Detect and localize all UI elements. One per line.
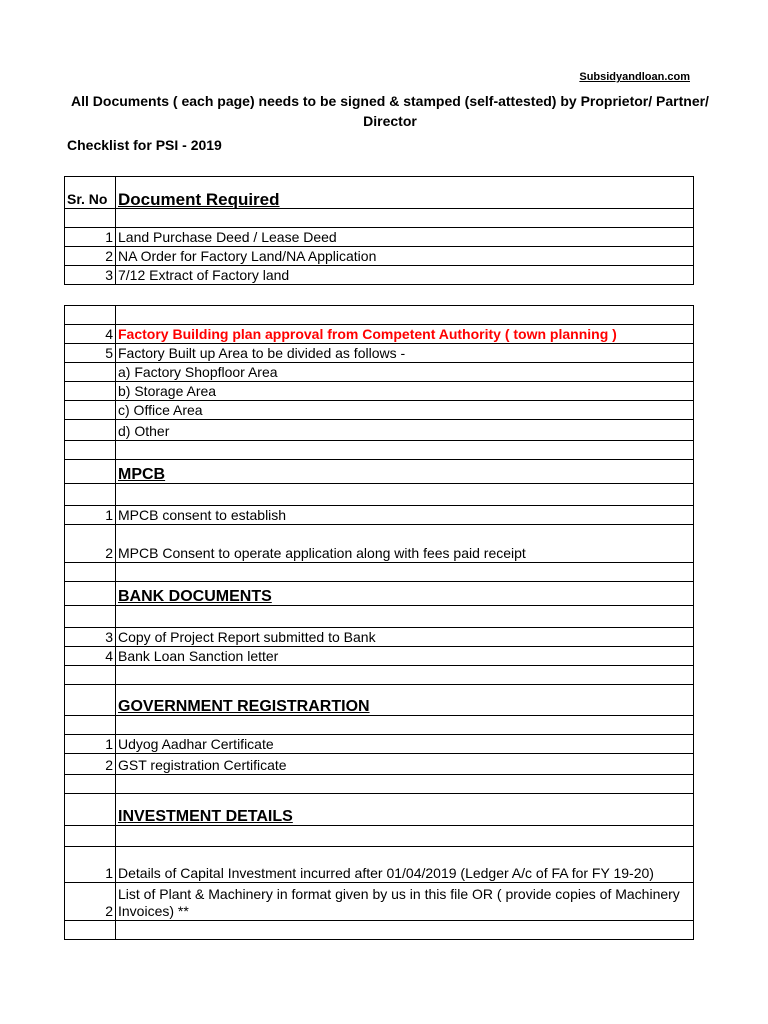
table-row bbox=[65, 716, 694, 735]
row-text: List of Plant & Machinery in format given by us in this file OR ( provide copies of Machinery Invoices) ** bbox=[116, 883, 694, 921]
row-text bbox=[116, 306, 694, 325]
section-heading-mpcb: MPCB bbox=[116, 460, 694, 484]
row-sr: 3 bbox=[65, 266, 116, 285]
row-sr bbox=[65, 420, 116, 441]
table-row bbox=[65, 344, 694, 363]
row-text: Udyog Aadhar Certificate bbox=[116, 735, 694, 754]
row-sr bbox=[65, 484, 116, 506]
table-row bbox=[65, 754, 694, 775]
section-heading-investment: INVESTMENT DETAILS bbox=[116, 794, 694, 826]
table-row bbox=[65, 363, 694, 382]
row-sr bbox=[65, 306, 116, 325]
row-text: a) Factory Shopfloor Area bbox=[116, 363, 694, 382]
row-text bbox=[116, 921, 694, 940]
table-row bbox=[65, 484, 694, 506]
table-row bbox=[65, 247, 694, 266]
row-sr bbox=[65, 563, 116, 582]
row-sr bbox=[65, 363, 116, 382]
row-text bbox=[116, 441, 694, 460]
row-sr: 1 bbox=[65, 735, 116, 754]
row-sr bbox=[65, 666, 116, 685]
row-text: MPCB Consent to operate application along with fees paid receipt bbox=[116, 525, 694, 563]
row-text: c) Office Area bbox=[116, 401, 694, 420]
row-sr: 3 bbox=[65, 628, 116, 647]
section-heading-bank: BANK DOCUMENTS bbox=[116, 582, 694, 606]
row-sr bbox=[65, 716, 116, 735]
row-sr: 4 bbox=[65, 325, 116, 344]
row-text bbox=[116, 775, 694, 794]
row-text bbox=[116, 484, 694, 506]
table-row bbox=[65, 847, 694, 883]
attestation-notice: All Documents ( each page) needs to be signed & stamped (self-attested) by Proprietor/ Partner/ Director bbox=[71, 93, 709, 129]
table-row bbox=[65, 735, 694, 754]
row-text bbox=[116, 209, 694, 228]
table-row bbox=[65, 325, 694, 344]
site-watermark: Subsidyandloan.com bbox=[579, 71, 690, 83]
row-sr bbox=[65, 382, 116, 401]
row-text: Bank Loan Sanction letter bbox=[116, 647, 694, 666]
row-text bbox=[116, 606, 694, 628]
table-row bbox=[65, 420, 694, 441]
section-heading-government: GOVERNMENT REGISTRARTION bbox=[116, 685, 694, 716]
table-row bbox=[65, 209, 694, 228]
row-sr: 5 bbox=[65, 344, 116, 363]
row-text: 7/12 Extract of Factory land bbox=[116, 266, 694, 285]
checklist-title: Checklist for PSI - 2019 bbox=[67, 137, 222, 153]
row-sr: 2 bbox=[65, 525, 116, 563]
row-sr bbox=[65, 582, 116, 606]
table-header-row bbox=[65, 177, 694, 209]
row-sr bbox=[65, 606, 116, 628]
table-row bbox=[65, 228, 694, 247]
row-sr bbox=[65, 401, 116, 420]
table-row bbox=[65, 525, 694, 563]
section-row bbox=[65, 685, 694, 716]
table-row bbox=[65, 382, 694, 401]
row-sr: 2 bbox=[65, 883, 116, 921]
table-row bbox=[65, 441, 694, 460]
section-row bbox=[65, 582, 694, 606]
row-text bbox=[116, 826, 694, 847]
row-sr: 1 bbox=[65, 228, 116, 247]
table-row bbox=[65, 306, 694, 325]
table-row bbox=[65, 506, 694, 525]
row-text: Factory Built up Area to be divided as follows - bbox=[116, 344, 694, 363]
table-row bbox=[65, 606, 694, 628]
table-row bbox=[65, 666, 694, 685]
section-row bbox=[65, 794, 694, 826]
row-sr: 2 bbox=[65, 247, 116, 266]
row-text bbox=[116, 716, 694, 735]
row-sr: 2 bbox=[65, 754, 116, 775]
row-sr bbox=[65, 209, 116, 228]
table-row bbox=[65, 401, 694, 420]
sr-no-header: Sr. No bbox=[65, 177, 116, 209]
row-text: MPCB consent to establish bbox=[116, 506, 694, 525]
table-row bbox=[65, 628, 694, 647]
building-plan-approval: Factory Building plan approval from Competent Authority ( town planning ) bbox=[116, 325, 694, 344]
row-sr bbox=[65, 921, 116, 940]
row-sr bbox=[65, 775, 116, 794]
row-text: Copy of Project Report submitted to Bank bbox=[116, 628, 694, 647]
land-documents-table bbox=[64, 176, 694, 285]
row-sr bbox=[65, 441, 116, 460]
row-text bbox=[116, 666, 694, 685]
row-sr bbox=[65, 794, 116, 826]
row-sr: 4 bbox=[65, 647, 116, 666]
row-text: Land Purchase Deed / Lease Deed bbox=[116, 228, 694, 247]
table-row bbox=[65, 775, 694, 794]
row-text: d) Other bbox=[116, 420, 694, 441]
document-required-header: Document Required bbox=[116, 177, 694, 209]
table-row bbox=[65, 647, 694, 666]
section-row bbox=[65, 460, 694, 484]
row-sr bbox=[65, 826, 116, 847]
table-row bbox=[65, 266, 694, 285]
row-text: Details of Capital Investment incurred after 01/04/2019 (Ledger A/c of FA for FY 19-20) bbox=[116, 847, 694, 883]
factory-documents-table bbox=[64, 305, 694, 940]
row-text: GST registration Certificate bbox=[116, 754, 694, 775]
row-text: NA Order for Factory Land/NA Application bbox=[116, 247, 694, 266]
row-text: b) Storage Area bbox=[116, 382, 694, 401]
row-sr: 1 bbox=[65, 506, 116, 525]
table-row bbox=[65, 883, 694, 921]
table-row bbox=[65, 563, 694, 582]
row-text bbox=[116, 563, 694, 582]
row-sr: 1 bbox=[65, 847, 116, 883]
table-row bbox=[65, 826, 694, 847]
row-sr bbox=[65, 460, 116, 484]
row-sr bbox=[65, 685, 116, 716]
table-row bbox=[65, 921, 694, 940]
